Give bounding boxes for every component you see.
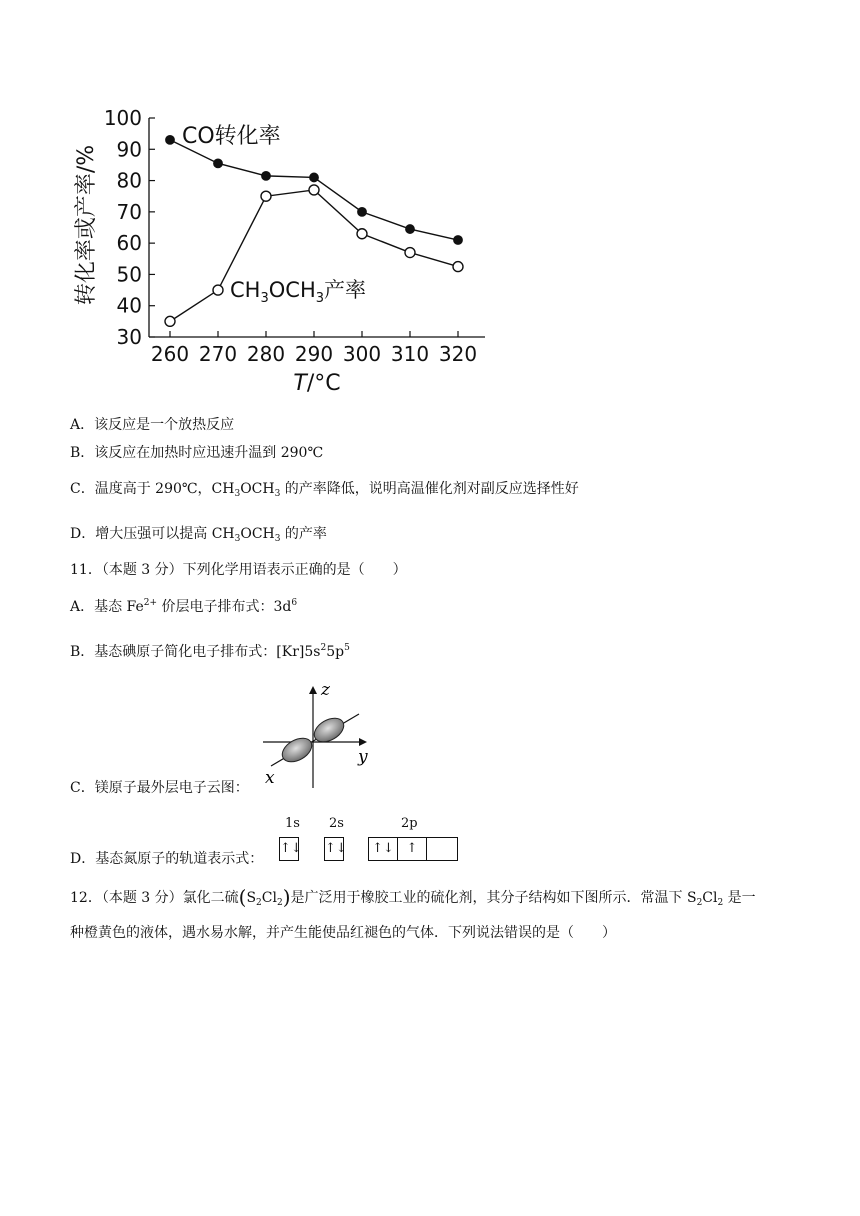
q11-a-mid: 价层电子排布式：3d <box>157 599 292 615</box>
conversion-yield-chart <box>60 100 500 400</box>
option-d-post: 的产率 <box>280 526 327 542</box>
data-point-s0 <box>310 173 318 181</box>
x-axis-label-unit: /°C <box>306 371 341 396</box>
x-tick-label: 280 <box>246 342 286 366</box>
ch3-series-label-sub1: 3 <box>260 291 269 306</box>
orbital-box-2s: ↑↓ <box>324 837 344 861</box>
q12-line-2: 种橙黄色的液体，遇水易水解，并产生能使品红褪色的气体．下列说法错误的是（ ） <box>70 925 616 941</box>
co-series-label: CO转化率 <box>182 124 281 149</box>
data-point-s1 <box>213 285 223 295</box>
data-point-s0 <box>262 172 270 180</box>
y-axis-label-orb: y <box>358 747 368 767</box>
ch3-series-label-ch: CH <box>230 278 261 302</box>
z-arrow-icon <box>309 686 317 694</box>
x-tick-label: 310 <box>390 342 430 366</box>
paren-open: ( <box>238 885 247 909</box>
q11-option-c: C．镁原子最外层电子云图： <box>70 780 249 796</box>
q11-b-sup2: 5 <box>344 643 350 653</box>
q12-formula-sub2: 2 <box>276 898 283 908</box>
y-tick-label: 50 <box>116 262 142 287</box>
q12-formula-cl: Cl <box>261 890 277 906</box>
y-tick-label: 90 <box>116 137 142 162</box>
x-tick-label: 270 <box>198 342 238 366</box>
option-d-sub2: 3 <box>274 534 281 544</box>
x-axis-label: T/°C <box>293 371 341 396</box>
y-tick-label: 30 <box>116 325 142 349</box>
q12-mid-sub2: 2 <box>717 898 724 908</box>
x-tick-label: 260 <box>150 342 190 366</box>
option-d-formula-ch: CH <box>211 526 235 542</box>
option-b: B．该反应在加热时应迅速升温到 290℃ <box>70 445 324 461</box>
q12-formula-s: S <box>246 890 257 906</box>
q11-b-sup1: 2 <box>320 643 327 653</box>
data-point-s1 <box>453 262 463 272</box>
option-d-pre: D．增大压强可以提高 <box>70 526 212 542</box>
y-ticks <box>104 106 155 349</box>
option-c-sub2: 3 <box>274 489 281 499</box>
q12-formula-sub1: 2 <box>256 898 262 908</box>
option-c-sub1: 3 <box>234 489 241 499</box>
option-d-sub1: 3 <box>234 534 241 544</box>
data-point-s1 <box>165 316 175 326</box>
y-arrow-icon <box>359 738 367 746</box>
y-tick-label: 80 <box>116 168 142 193</box>
label-2s: 2s <box>329 816 344 831</box>
x-tick-label: 290 <box>294 342 334 366</box>
option-d <box>70 523 327 544</box>
q12-mid: 是广泛用于橡胶工业的硫化剂，其分子结构如下图所示．常温下 S <box>290 890 697 906</box>
data-point-s1 <box>405 248 415 258</box>
x-tick-label: 300 <box>342 342 382 366</box>
label-1s: 1s <box>285 816 300 831</box>
q12-pre: 12．（本题 3 分）氯化二硫 <box>70 890 239 906</box>
option-c-formula-ch: CH <box>211 481 235 497</box>
y-tick-label: 40 <box>116 293 142 318</box>
q11-a-pre: A．基态 Fe <box>70 599 144 615</box>
q11-b-mid: 5p <box>326 644 345 660</box>
ch3-series-label-sub2: 3 <box>315 291 325 306</box>
option-c-formula-och: OCH <box>240 481 275 497</box>
label-2p: 2p <box>401 816 418 831</box>
data-point-s0 <box>358 208 366 216</box>
q12-mid-sub1: 2 <box>696 898 703 908</box>
data-point-s0 <box>214 159 222 167</box>
q11-a-sup2: 6 <box>291 598 298 608</box>
y-axis-label: 转化率或产率/% <box>74 144 99 306</box>
q11-stem: 11．（本题 3 分）下列化学用语表示正确的是（ ） <box>70 562 407 578</box>
data-point-s1 <box>357 229 367 239</box>
y-tick-label: 60 <box>116 231 142 256</box>
ch3-series-label <box>230 278 366 306</box>
option-c-post: 的产率降低，说明高温催化剂对副反应选择性好 <box>280 481 579 497</box>
x-tick-label: 320 <box>438 342 478 366</box>
paren-close: ) <box>282 885 291 909</box>
orbital-box-1s: ↑↓ <box>279 837 299 861</box>
data-point-s1 <box>309 185 319 195</box>
option-c-pre: C．温度高于 290℃， <box>70 481 212 497</box>
orbital-lobe-lower <box>278 733 316 766</box>
q12-mid-cl: Cl <box>702 890 718 906</box>
q12-line-1 <box>70 885 756 909</box>
x-ticks <box>151 331 477 366</box>
data-point-s0 <box>166 136 174 144</box>
orbital-box-2p-3 <box>426 837 458 861</box>
q12-end: 是一 <box>723 890 756 906</box>
z-axis-label: z <box>321 680 330 700</box>
ch3-series-label-tail: 产率 <box>324 278 367 302</box>
q11-b-pre: B．基态碘原子简化电子排布式：[Kr]5s <box>70 644 321 660</box>
data-point-s1 <box>261 191 271 201</box>
data-point-s0 <box>406 225 414 233</box>
orbital-diagram <box>275 816 475 866</box>
q11-option-a <box>70 596 297 616</box>
orbital-box-2p-2: ↑ <box>397 837 427 861</box>
data-point-s0 <box>454 236 462 244</box>
y-tick-label: 70 <box>116 199 142 224</box>
p-orbital-figure <box>255 680 375 790</box>
option-a: A．该反应是一个放热反应 <box>70 417 235 433</box>
option-c <box>70 478 579 499</box>
option-d-formula-och: OCH <box>240 526 275 542</box>
x-axis-label-orb: x <box>265 768 275 788</box>
q11-a-sup: 2+ <box>143 598 158 608</box>
q11-option-d: D．基态氮原子的轨道表示式： <box>70 851 264 867</box>
orbital-box-2p-1: ↑↓ <box>368 837 398 861</box>
y-tick-label: 100 <box>103 106 142 130</box>
ch3-series-label-och: OCH <box>268 278 316 302</box>
q11-option-b <box>70 641 350 661</box>
